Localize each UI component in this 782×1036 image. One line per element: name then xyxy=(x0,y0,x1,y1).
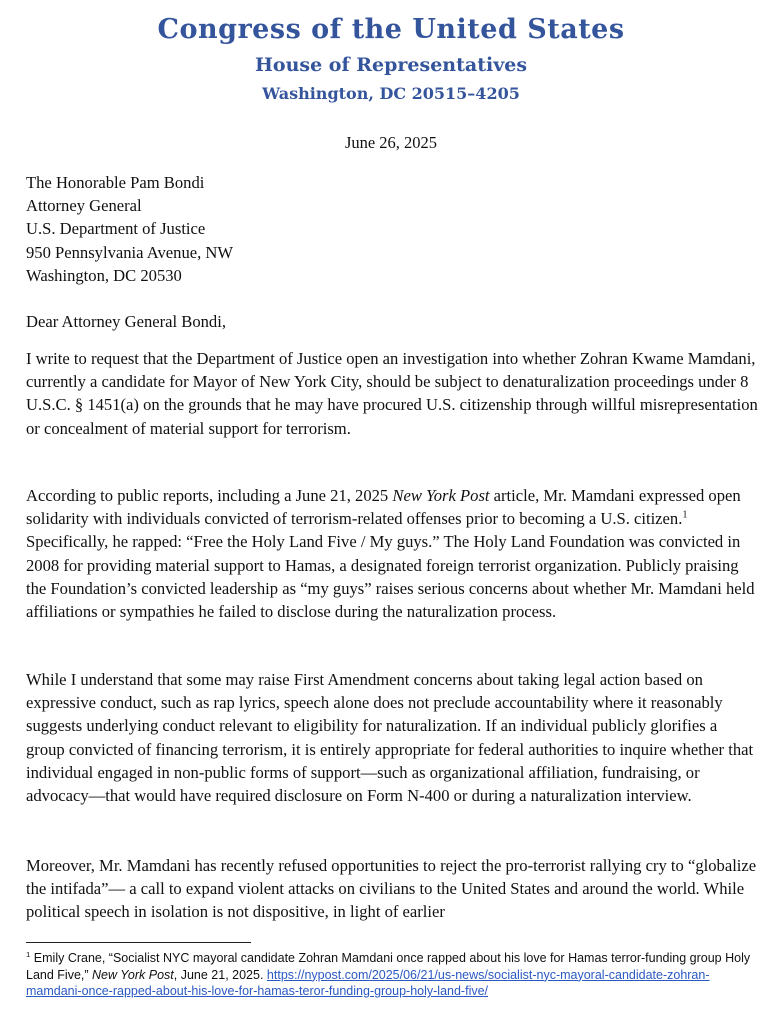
paragraph-2 xyxy=(26,484,760,623)
paragraph-4 xyxy=(26,854,760,924)
letterhead-subtitle: House of Representatives xyxy=(254,54,528,76)
paragraph-1 xyxy=(26,347,760,440)
paragraph-text xyxy=(26,484,760,623)
publication-name: New York Post xyxy=(392,486,490,505)
footnote-number: 1 xyxy=(26,949,31,959)
recipient-line: The Honorable Pam Bondi xyxy=(26,173,205,192)
footnote-divider xyxy=(26,942,251,943)
footnote-text: Emily Crane, “Socialist NYC mayoral candidate Zohran Mamdani once rapped about his love for Hamas terror-funding group Holy Land Five,” xyxy=(26,951,751,982)
recipient-line: U.S. Department of Justice xyxy=(26,219,206,239)
footnote-link[interactable]: https://nypost.com/2025/06/21/us-news/socialist-nyc-mayoral-candidate-zohran-mamdani-once-rapped-about-his-love-for-hamas-teror-funding-group-holy-land-five/ xyxy=(26,967,710,999)
letterhead-title: Congress of the United States xyxy=(157,14,625,45)
paragraph-3 xyxy=(26,668,760,807)
paragraph-text: I write to request that the Department of Justice open an investigation into whether Zohran Kwame Mamdani, currently a candidate for Mayor of New York City, should be subject to denaturalization proceedings under 8 U.S.C. § 1451(a) on the grounds that he may have procured U.S. citizenship through willful misrepresentation or concealment of material support for terrorism. xyxy=(26,349,758,438)
footnote xyxy=(26,950,760,1000)
paragraph-text-part: article, Mr. Mamdani expressed open solidarity with individuals convicted of terrorism-related offenses prior to becoming a U.S. citizen. xyxy=(26,486,741,529)
footnote-text: , June 21, 2025. xyxy=(173,967,267,982)
recipient-line: Washington, DC 20530 xyxy=(26,265,182,285)
recipient-address xyxy=(26,171,760,287)
paragraph-text: While I understand that some may raise First Amendment concerns about taking legal action based on expressive conduct, such as rap lyrics, speech alone does not preclude accountability where it reasonably suggests underlying conduct relevant to eligibility for naturalization. If an individual publicly glorifies a group convicted of financing terrorism, it is entirely appropriate for federal authorities to inquire whether that individual engaged in non-public forms of support—such as organizational affiliation, fundraising, or advocacy—that would have required disclosure on Form N-400 or during a naturalization interview. xyxy=(26,670,754,806)
salutation: Dear Attorney General Bondi, xyxy=(26,312,226,331)
recipient-line: 950 Pennsylvania Avenue, NW xyxy=(26,242,234,262)
paragraph-text-part: Specifically, he rapped: “Free the Holy Land Five / My guys.” The Holy Land Foundation was convicted in 2008 for providing material support to Hamas, a designated foreign terrorist organization. Publicly praising the Foundation’s convicted leadership as “my guys” raises serious concerns about whether Mr. Mamdani held affiliations or sympathies he failed to disclose during the naturalization process. xyxy=(26,532,755,622)
recipient-line: Attorney General xyxy=(26,196,142,216)
paragraph-text: Moreover, Mr. Mamdani has recently refused opportunities to reject the pro-terrorist rallying cry to “globalize the intifada”— a call to expand violent attacks on civilians to the United States and around the world. While political speech in isolation is not dispositive, in light of earlier xyxy=(26,856,757,922)
footnote-reference: 1 xyxy=(682,509,688,521)
footnote-publication: New York Post xyxy=(92,967,174,982)
letterhead-address: Washington, DC 20515–4205 xyxy=(262,84,520,103)
paragraph-text-part: According to public reports, including a June 21, 2025 xyxy=(26,486,393,505)
letter-date: June 26, 2025 xyxy=(344,133,438,152)
